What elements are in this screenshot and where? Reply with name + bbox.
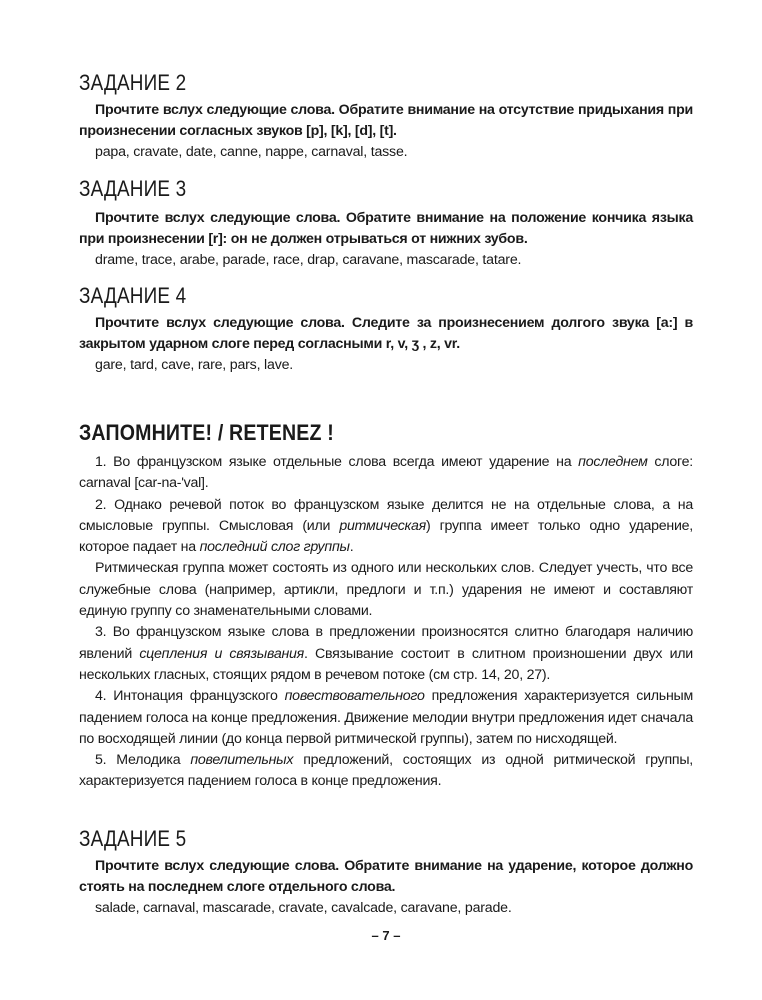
paragraph-text: 4. Интонация французского: [95, 688, 285, 705]
task-word-list: salade, carnaval, mascarade, cravate, cavalcade, caravane, parade.: [95, 900, 512, 916]
rule-paragraph: [79, 686, 693, 750]
rule-paragraph: [79, 750, 693, 793]
task-5: [79, 826, 693, 919]
task-instruction: Прочтите вслух следующие слова. Следите за произнесением долгого звука [a:] в закрытом ударном слоге перед согласными r, v, ʒ , z, vr.: [79, 315, 693, 352]
emphasis-text: последнем: [578, 454, 648, 470]
page-number: – 7 –: [371, 928, 401, 943]
rules-body: [79, 452, 693, 793]
rule-paragraph: [79, 622, 693, 686]
rule-paragraph: [79, 452, 693, 495]
task-title: ЗАДАНИЕ 5: [79, 826, 187, 851]
paragraph-text: Ритмическая группа может состоять из одного или нескольких слов. Следует учесть, что все служебные слова (например, артикли, предлоги и т.п.) ударения не имеют и составляют единую группу со знаменательными словами.: [79, 560, 693, 620]
task-3: [79, 176, 693, 271]
paragraph-text: .: [349, 539, 354, 556]
rule-paragraph: [79, 558, 693, 622]
paragraph-text: 3. Во французском языке слова в предложении произносятся слитно благодаря наличию явлений: [79, 624, 693, 662]
emphasis-text: повелительных: [190, 752, 294, 769]
paragraph-text: слоге: carnaval [car-na-'val].: [79, 454, 693, 492]
paragraph-text: 2. Однако речевой поток во французском языке делится не на отдельные слова, а на смысловые группы. Смысловая (или: [79, 496, 693, 534]
task-title: ЗАДАНИЕ 2: [79, 70, 187, 95]
rule-paragraph: [79, 495, 693, 559]
paragraph-text: предложений, состоящих из одной ритмической группы, характеризуется падением голоса в конце предложения.: [79, 752, 693, 790]
paragraph-text: . Связывание состоит в слитном произношении двух или нескольких гласных, стоящих рядом в речевом потоке (см стр. 14, 20, 27).: [79, 645, 693, 683]
emphasis-text: сцепления и связывания: [139, 645, 304, 662]
emphasis-text: повествовательного: [284, 688, 425, 705]
task-4: [79, 283, 693, 376]
task-instruction: Прочтите вслух следующие слова. Обратите внимание на отсутствие придыхания при произнесении согласных звуков [p], [k], [d], [t].: [79, 102, 693, 139]
paragraph-text: 5. Мелодика: [95, 752, 191, 769]
task-instruction: Прочтите вслух следующие слова. Обратите внимание на ударение, которое должно стоять на последнем слоге отдельного слова.: [79, 858, 693, 895]
task-instruction: Прочтите вслух следующие слова. Обратите внимание на положение кончика языка при произнесении [r]: он не должен отрываться от нижних зубов.: [79, 210, 693, 247]
task-word-list: drame, trace, arabe, parade, race, drap, caravane, mascarade, tatare.: [95, 252, 522, 268]
rules-title: ЗАПОМНИТЕ! / RETENEZ !: [79, 420, 334, 445]
emphasis-text: ритмическая: [339, 517, 426, 534]
paragraph-text: ) группа имеет только одно ударение, которое падает на: [79, 517, 693, 556]
task-word-list: papa, cravate, date, canne, nappe, carnaval, tasse.: [95, 144, 408, 160]
rules-box: [79, 420, 693, 793]
task-word-list: gare, tard, cave, rare, pars, lave.: [95, 357, 294, 373]
emphasis-text: последний слог группы: [199, 539, 350, 556]
paragraph-text: 1. Во французском языке отдельные слова всегда имеют ударение на: [95, 454, 579, 470]
paragraph-text: предложения характеризуется сильным падением голоса на конце предложения. Движение мелодии внутри предложения идет сначала по восходящей линии (до конца первой ритмической группы), затем по нисходящей.: [79, 688, 693, 747]
task-2: [79, 70, 693, 163]
task-title: ЗАДАНИЕ 4: [79, 283, 187, 308]
task-title: ЗАДАНИЕ 3: [79, 176, 187, 201]
